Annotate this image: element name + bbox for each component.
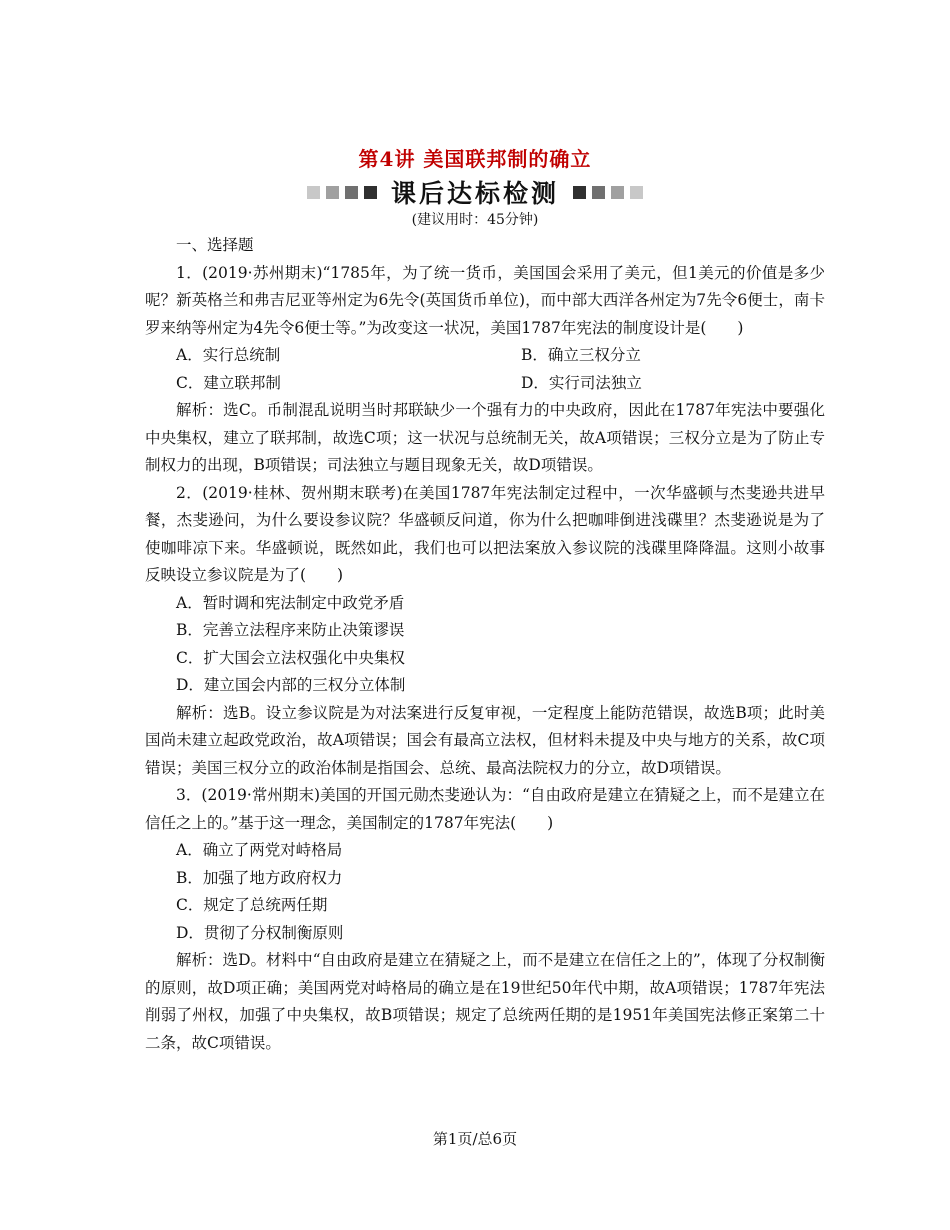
banner-title: 课后达标检测 (390, 179, 559, 208)
option-b: B．加强了地方政府权力 (176, 868, 343, 887)
option-b: B．完善立法程序来防止决策谬误 (176, 621, 405, 639)
square-icon (592, 186, 605, 199)
square-icon (326, 186, 339, 199)
square-icon (573, 186, 586, 199)
option-a: A．实行总统制 (176, 346, 281, 364)
option-c: C．建立联邦制 (176, 373, 281, 392)
section-heading: 一、选择题 (176, 236, 254, 254)
banner-squares-left (307, 186, 377, 199)
square-icon (611, 186, 624, 199)
option-d: D．贯彻了分权制衡原则 (176, 923, 344, 942)
option-b: B．确立三权分立 (521, 346, 641, 364)
answer-analysis: 解析：选C。币制混乱说明当时邦联缺少一个强有力的中央政府，因此在1787年宪法中要强化中央集权，建立了联邦制，故选C项；这一状况与总统制无关，故A项错误；三权分立是为了防止专制权力的出现，B项错误；司法独立与题目现象无关，故D项错误。 (145, 401, 825, 474)
option-a: A．暂时调和宪法制定中政党矛盾 (176, 593, 405, 612)
option-c: C．规定了总统两任期 (176, 896, 328, 914)
question-stem: 3．(2019·常州期末)美国的开国元勋杰斐逊认为：“自由政府是建立在猜疑之上，而不是建立在信任之上的。”基于这一理念，美国制定的1787年宪法( ) (145, 786, 825, 832)
square-icon (364, 186, 377, 199)
answer-analysis: 解析：选B。设立参议院是为对法案进行反复审视，一定程度上能防范错误，故选B项；此时美国尚未建立起政党政治，故A项错误；国会有最高立法权，但材料未提及中央与地方的关系，故C项错误；美国三权分立的政治体制是指国会、总统、最高法院权力的分立，故D项错误。 (145, 703, 825, 777)
option-c: C．扩大国会立法权强化中央集权 (176, 648, 405, 667)
square-icon (630, 186, 643, 199)
question-stem: 2．(2019·桂林、贺州期末联考)在美国1787年宪法制定过程中，一次华盛顿与杰斐逊共进早餐，杰斐逊问，为什么要设参议院？华盛顿反问道，你为什么把咖啡倒进浅碟里？杰斐逊说是为了使咖啡凉下来。华盛顿说，既然如此，我们也可以把法案放入参议院的浅碟里降降温。这则小故事反映设立参议院是为了( ) (145, 483, 825, 584)
section-banner (0, 174, 950, 210)
option-a: A．确立了两党对峙格局 (176, 841, 343, 859)
question-stem: 1．(2019·苏州期末)“1785年，为了统一货币，美国国会采用了美元，但1美元的价值是多少呢？新英格兰和弗吉尼亚等州定为6先令(英国货币单位)，而中部大西洋各州定为7先令6便士，南卡罗来纳等州定为4先令6便士等。”为改变这一状况，美国1787年宪法的制度设计是( ) (145, 263, 825, 337)
lesson-title: 第4讲 美国联邦制的确立 (358, 147, 592, 171)
options-grid (145, 342, 825, 397)
option-d: D．实行司法独立 (521, 373, 642, 392)
answer-analysis: 解析：选D。材料中“自由政府是建立在猜疑之上，而不是建立在信任之上的”，体现了分权制衡的原则，故D项正确；美国两党对峙格局的确立是在19世纪50年代中期，故A项错误；1787年宪法削弱了州权，加强了中央集权，故B项错误；规定了总统两任期的是1951年美国宪法修正案第二十二条，故C项错误。 (145, 951, 825, 1052)
question-content (145, 232, 825, 1057)
suggested-time: (建议用时：45分钟) (411, 212, 539, 228)
banner-squares-right (573, 186, 643, 199)
page-number: 第1页/总6页 (432, 1130, 518, 1148)
square-icon (345, 186, 358, 199)
square-icon (307, 186, 320, 199)
option-d: D．建立国会内部的三权分立体制 (176, 676, 406, 694)
